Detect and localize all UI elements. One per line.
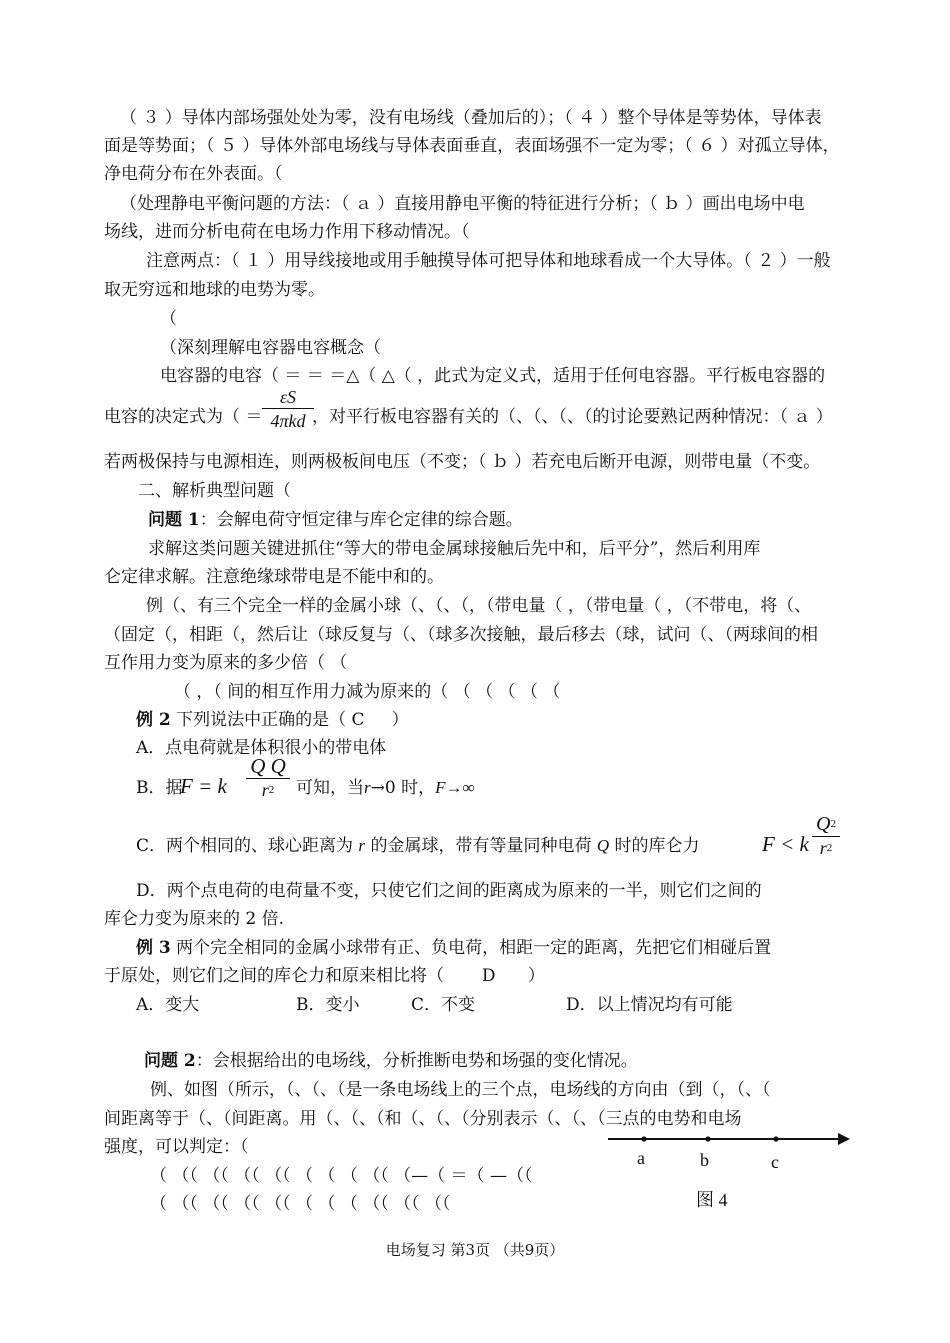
point-c-dot [773, 1136, 778, 1141]
option-d: D．以上情况均有可能 [566, 995, 733, 1015]
paragraph-line: （固定（，相距（，然后让（球反复与（、（球多次接触，最后移去（球，试问（、（两球间的相 [104, 625, 818, 645]
formula-denominator: 4πkd [270, 411, 306, 431]
question-label: 问题 2 [144, 1051, 196, 1071]
paragraph-line: （处理静电平衡问题的方法：（ ａ ）直接用静电平衡的特征进行分析；（ ｂ ）画出电场中电 [120, 194, 805, 214]
question-title: ：会根据给出的电场线，分析推断电势和场强的变化情况。 [195, 1051, 638, 1071]
option-a: A．点电荷就是体积很小的带电体 [136, 738, 387, 758]
coulomb-formula-fraction [242, 754, 294, 801]
option-b-text: 可知，当r→0 时，F→∞ [296, 778, 475, 798]
option-b: B．变小 [296, 995, 360, 1015]
paragraph-line: 取无穷远和地球的电势为零。 [104, 280, 325, 300]
arrowhead-icon [838, 1133, 850, 1145]
figure-caption: 图 4 [696, 1190, 728, 1210]
point-label: a [637, 1148, 645, 1168]
paragraph-line: 于原处，则它们之间的库仑力和原来相比将（ D ） [104, 966, 545, 986]
blank-mark: （ [160, 309, 177, 329]
paragraph-line: 间距离等于（、（间距离。用（、（、（和（、（、（分别表示（、（、（三点的电势和电场 [104, 1109, 742, 1129]
example-question [136, 706, 409, 734]
paragraph-line: 面是等势面；（ ５ ）导体外部电场线与导体表面垂直，表面场强不一定为零；（ ６ ）对孤立导体， [104, 136, 840, 156]
paragraph-line: 互作用力变为原来的多少倍（ （ [104, 653, 348, 673]
question-heading [148, 506, 523, 534]
paragraph-line: 场线，进而分析电荷在电场力作用下移动情况。（ [104, 222, 470, 242]
option-c-text: C．两个相同的、球心距离为 r 的金属球，带有等量同种电荷 Q 时的库仑力 [136, 836, 700, 856]
formula-numerator: Q Q [250, 754, 286, 778]
answer-line: （ ，（ 间的相互作用力减为原来的（ （ （ （ （ （ [174, 682, 561, 702]
paragraph-line: 电容的决定式为（ ＝ [104, 407, 263, 427]
answer-line: （ （（ （（ （（ （（ （ （ （ （（ （—（ ＝（ —（（ [150, 1166, 533, 1186]
question-heading [144, 1047, 638, 1075]
section-heading: （深刻理解电容器电容概念（ [160, 338, 381, 358]
point-label: c [771, 1152, 779, 1172]
section-heading: 二、解析典型问题（ [138, 481, 291, 501]
point-label: b [700, 1150, 709, 1170]
question-title: ：会解电荷守恒定律与库仑定律的综合题。 [199, 510, 523, 530]
paragraph-line: ，对平行板电容器有关的（、（、（、（的讨论要熟记两种情况：（ ａ ） [312, 407, 833, 427]
formula-numerator: $Q^2$ [816, 813, 836, 835]
paragraph-line: 净电荷分布在外表面。（ [104, 164, 283, 184]
example-question [136, 934, 771, 962]
answer-line: （ （（ （（ （（ （（ （ （ （ （（ （（ （（ [150, 1194, 451, 1214]
paragraph-line: （ ３ ）导体内部场强处处为零，没有电场线（叠加后的）；（ ４ ）整个导体是等势体，导体表 [120, 108, 822, 128]
point-b-dot [705, 1136, 710, 1141]
paragraph-line: 例、如图（所示，（、（、（是一条电场线上的三个点，电场线的方向由（到（，（、（ [150, 1080, 771, 1100]
coulomb-inequality-fraction [810, 812, 842, 859]
paragraph-line: 例（、有三个完全一样的金属小球（、（、（，（带电量（ ，（带电量（ ，（不带电，将（、 [146, 596, 812, 616]
example-label: 例 3 [136, 938, 171, 958]
paragraph-line: 强度，可以判定：（ [104, 1137, 249, 1157]
paragraph-line: 注意两点：（ １ ）用导线接地或用手触摸导体可把导体和地球看成一个大导体。（ ２ ）一般 [146, 251, 831, 271]
paragraph-line: 若两极保持与电源相连，则两极板间电压（不变；（ ｂ ）若充电后断开电源，则带电量（不变。 [104, 452, 821, 472]
point-a-dot [641, 1136, 646, 1141]
formula-denominator: $r^2$ [261, 780, 275, 800]
paragraph-line: 电容器的电容（ ＝ ＝ ＝△（ △（ ，此式为定义式，适用于任何电容器。平行板电容器的 [160, 366, 826, 386]
example-text: 两个完全相同的金属小球带有正、负电荷，相距一定的距离，先把它们相碰后置 [170, 938, 772, 958]
option-a: A．变大 [136, 995, 200, 1015]
paragraph-line: 求解这类问题关键进抓住“等大的带电金属球接触后先中和，后平分”，然后利用库 [148, 539, 761, 559]
formula-numerator: εS [279, 387, 297, 407]
option-d-cont: 库仑力变为原来的 2 倍. [104, 909, 285, 929]
formula-lhs: F = k [180, 774, 227, 798]
example-text: 下列说法中正确的是（ C ） [170, 710, 409, 730]
option-b-prefix: B．据 [136, 778, 183, 798]
option-d: D．两个点电荷的电荷量不变，只使它们之间的距离成为原来的一半，则它们之间的 [136, 881, 762, 901]
question-label: 问题 1 [148, 510, 200, 530]
example-label: 例 2 [136, 710, 171, 730]
formula-denominator: $r^2$ [819, 838, 833, 858]
option-c: C．不变 [411, 995, 476, 1015]
formula-lhs: F < k [762, 832, 809, 856]
paragraph-line: 仑定律求解。注意绝缘球带电是不能中和的。 [104, 567, 444, 587]
capacitance-formula [258, 386, 318, 433]
page-footer: 电场复习 第3页 （共9页） [385, 1241, 565, 1259]
